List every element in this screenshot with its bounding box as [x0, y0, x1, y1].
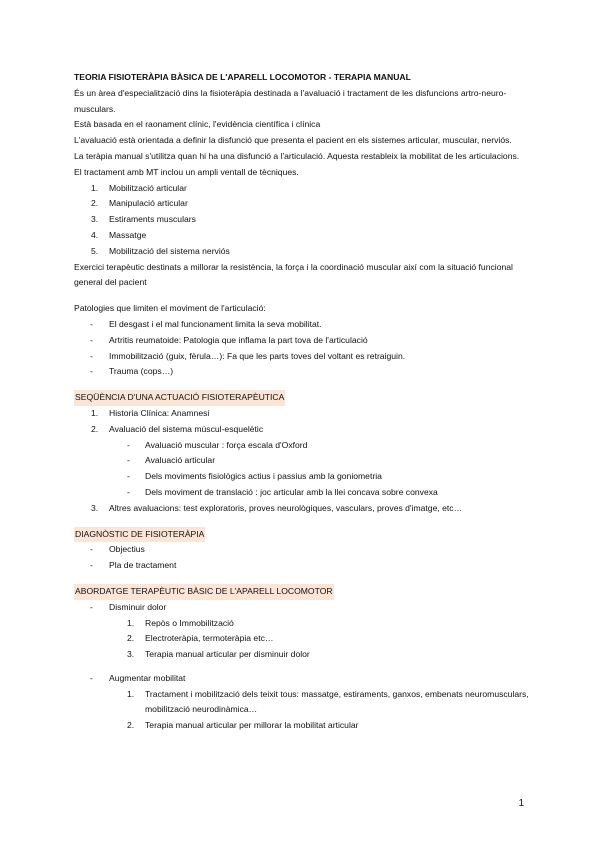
list-item: 1. Tractament i mobilització dels teixit tous: massatge, estiraments, ganxos, embenats neuromusculars, mobilització neurodinàmica… — [127, 688, 529, 715]
pain-sublist — [74, 616, 534, 663]
pathologies-list — [74, 317, 534, 380]
list-item: 2. Avaluació del sistema múscul-esquelètic — [91, 423, 264, 434]
exercise-paragraph: Exercici terapèutic destinats a millorar la resistència, la força i la coordinació muscular així com la situació funcional general del pacient — [74, 261, 513, 288]
intro-paragraph-2: Està basada en el raonament clínic, l'evidència científica i clínica — [74, 119, 321, 130]
list-item: - Artritis reumatoide: Patologia que inflama la part tova de l'articulació — [90, 334, 368, 345]
list-item: - El desgast i el mal funcionament limita la seva mobilitat. — [90, 318, 322, 329]
list-item: 4. Massatge — [91, 229, 147, 240]
list-item: 1. Historia Clínica: Anamnesi — [91, 407, 210, 418]
sequence-heading: SEQÜÈNCIA D'UNA ACTUACIÓ FISIOTERAPÈUTICA — [74, 390, 285, 406]
list-item: 3. Estiraments musculars — [91, 214, 196, 225]
list-item: - Objectius — [90, 544, 145, 555]
document-title: TEORIA FISIOTERÀPIA BÀSICA DE L'APARELL LOCOMOTOR - TERAPIA MANUAL — [74, 72, 411, 82]
list-item: - Dels moviment de translació : joc articular amb la llei concava sobre convexa — [127, 486, 438, 497]
sequence-list-continued — [74, 501, 534, 517]
diagnosis-list — [74, 542, 534, 574]
evaluation-sublist — [74, 438, 534, 501]
list-item: 2. Terapia manual articular per millorar la mobilitat articular — [127, 720, 359, 731]
list-item: 1. Repòs o Immobilització — [127, 617, 234, 628]
intro-paragraph-4: La teràpia manual s'utilitza quan hi ha una disfunció a l'articulació. Aquesta restableix la mobilitat de les articulacions. — [74, 150, 520, 161]
list-item: 2. Electroteràpia, termoteràpia etc… — [127, 633, 274, 644]
sequence-list — [74, 406, 534, 438]
list-item: - Trauma (cops…) — [90, 366, 174, 377]
list-item: - Dels moviments fisiològics actius i passius amb la goniometria — [127, 471, 382, 482]
list-item: - Immobilització (guix, fèrula…): Fa que les parts toves del voltant es retraiguin. — [90, 350, 406, 361]
page-number: 1 — [518, 798, 524, 809]
pain-group — [74, 600, 534, 616]
mobility-sublist — [74, 687, 534, 734]
list-item: - Augmentar mobilitat — [90, 672, 186, 683]
intro-paragraph-3: L'avaluació està orientada a definir la disfunció que presenta el pacient en els sistemes articular, muscular, nerviós. — [74, 135, 512, 146]
list-item: 3. Altres avaluacions: test exploratoris, proves neurològiques, vasculars, proves d'imatge, etc… — [91, 502, 463, 513]
diagnosis-heading: DIAGNÒSTIC DE FISIOTERÀPIA — [74, 527, 205, 543]
techniques-list — [74, 181, 534, 260]
intro-paragraph-1: És un àrea d'especialització dins la fisioteràpia destinada a l'avaluació i tractament de les disfuncions artro-neuro-musculars. — [74, 87, 507, 114]
mobility-group — [74, 671, 534, 687]
list-item: 2. Manipulació articular — [91, 198, 188, 209]
list-item: - Disminuir dolor — [90, 601, 167, 612]
list-item: 1. Mobilització articular — [91, 182, 187, 193]
list-item: - Pla de tractament — [90, 560, 177, 571]
list-item: 3. Terapia manual articular per disminuir dolor — [127, 649, 310, 660]
pathologies-intro: Patologies que limiten el moviment de l'articulació: — [74, 303, 266, 314]
list-item: - Avaluació muscular : força escala d'Oxford — [127, 439, 308, 450]
document-page — [74, 70, 534, 734]
list-item: - Avaluació articular — [127, 455, 216, 466]
approach-heading: ABORDATGE TERAPÈUTIC BÀSIC DE L'APARELL LOCOMOTOR — [74, 584, 334, 600]
list-item: 5. Mobilització del sistema nerviós — [91, 245, 230, 256]
intro-paragraph-5: El tractament amb MT inclou un ampli ventall de tècniques. — [74, 166, 299, 177]
